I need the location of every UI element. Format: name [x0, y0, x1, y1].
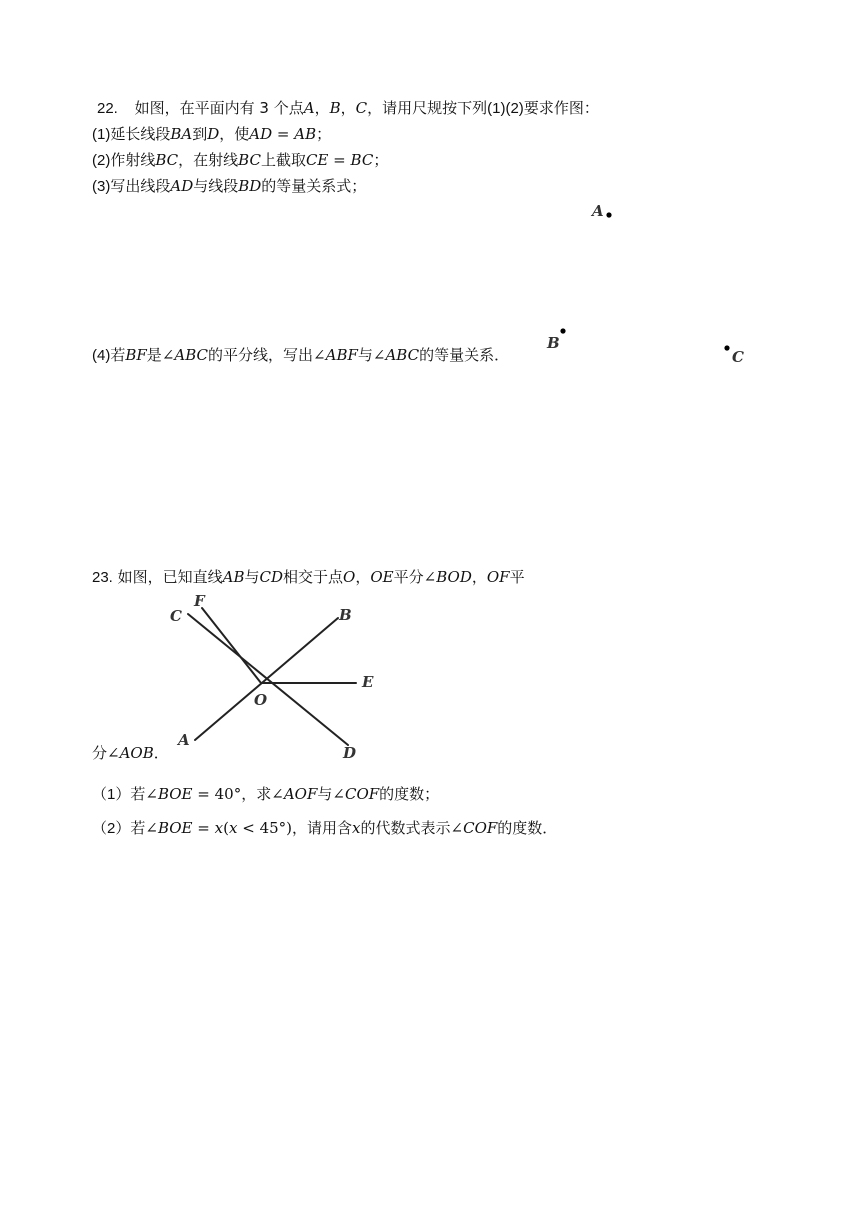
- q23-number: 23.: [92, 569, 113, 586]
- label-c: C: [170, 607, 182, 625]
- svg-text:A: A: [592, 202, 604, 220]
- label-d: D: [343, 744, 357, 762]
- q22-number: 22.: [97, 100, 118, 117]
- svg-text:B: B: [547, 334, 560, 352]
- q23-intro-line1: 23. 如图，已知直线AB与CD相交于点O，OE平分∠BOD，OF平: [92, 568, 525, 586]
- label-e: E: [362, 673, 374, 691]
- q23-part-2: （2）若∠BOE = x(x < 45°)，请用含x的代数式表示∠COF的度数．: [92, 819, 558, 837]
- q22-intro: 22. 如图，在平面内有 3 个点A，B，C，请用尺规按下列(1)(2)要求作图：: [97, 99, 599, 117]
- q23-part-1: （1）若∠BOE = 40°，求∠AOF与∠COF的度数；: [92, 785, 440, 803]
- label-o: O: [254, 691, 268, 709]
- ray-of: [202, 608, 261, 683]
- label-a: A: [178, 731, 190, 749]
- q23-intro-line2: 分∠AOB．: [92, 744, 169, 762]
- q22-item-4: (4)若BF是∠ABC的平分线，写出∠ABF与∠ABC的等量关系．: [92, 346, 510, 364]
- q22-item-2: (2)作射线BC，在射线BC上截取CE = BC；: [92, 151, 389, 169]
- label-f: F: [194, 592, 205, 610]
- q22-item-3: (3)写出线段AD与线段BD的等量关系式；: [92, 177, 367, 195]
- svg-text:C: C: [732, 348, 744, 366]
- q22-item-1: (1)延长线段BA到D，使AD = AB；: [92, 125, 332, 143]
- label-b: B: [339, 606, 352, 624]
